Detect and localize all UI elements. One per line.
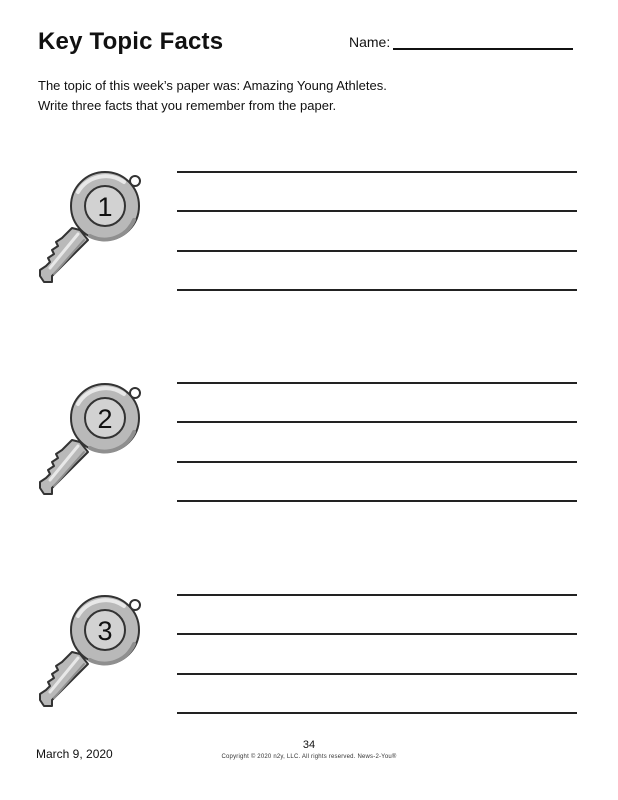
writing-line: [177, 382, 577, 384]
writing-line: [177, 171, 577, 173]
fact-section-1: [0, 170, 618, 320]
writing-line: [177, 461, 577, 463]
writing-line: [177, 594, 577, 596]
writing-line: [177, 210, 577, 212]
writing-line: [177, 289, 577, 291]
fact-number: 3: [97, 616, 113, 646]
fact-number: 1: [97, 192, 113, 222]
key-icon: [32, 170, 150, 300]
topic-intro: The topic of this week’s paper was: Amazing Young Athletes.: [38, 78, 387, 93]
writing-line: [177, 500, 577, 502]
instructions: Write three facts that you remember from the paper.: [38, 98, 337, 113]
writing-line: [177, 250, 577, 252]
key-icon: [32, 382, 150, 512]
writing-line: [177, 673, 577, 675]
copyright-notice: Copyright © 2020 n2y, LLC. All rights reserved. News-2-You®: [221, 754, 397, 760]
name-blank-line: [393, 36, 573, 50]
fact-section-3: [0, 594, 618, 744]
footer-date: March 9, 2020: [36, 747, 113, 761]
page-number: 34: [302, 739, 316, 751]
writing-line: [177, 712, 577, 714]
fact-number: 2: [97, 404, 113, 434]
fact-section-2: [0, 382, 618, 532]
writing-line: [177, 633, 577, 635]
writing-line: [177, 421, 577, 423]
key-icon: [32, 594, 150, 724]
name-field: [349, 34, 573, 50]
name-label: Name:: [349, 34, 391, 50]
page-title: Key Topic Facts: [38, 28, 224, 55]
